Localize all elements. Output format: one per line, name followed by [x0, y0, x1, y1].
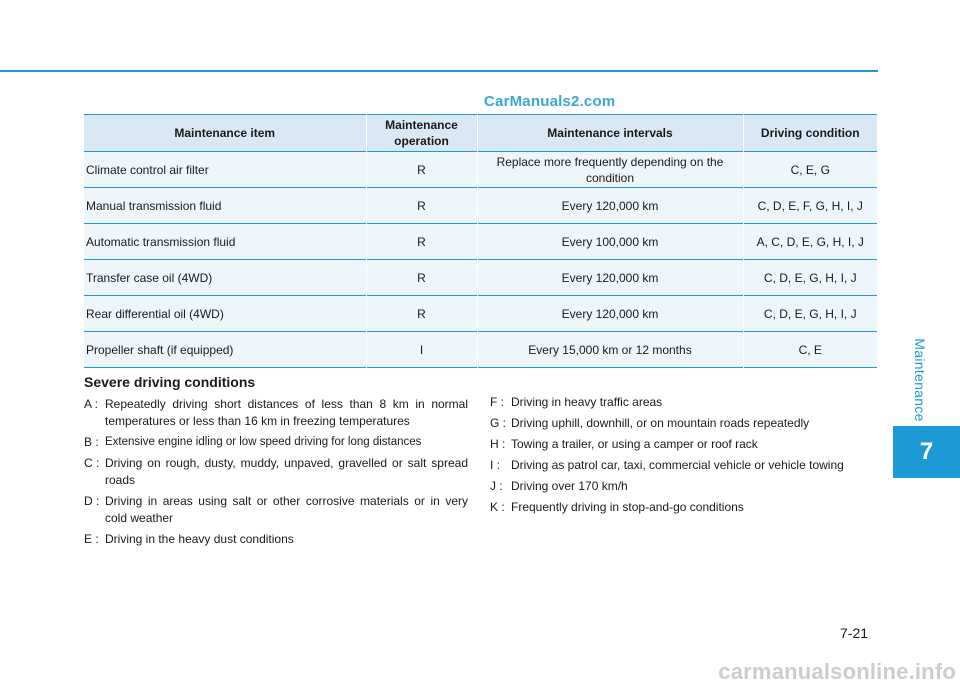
condition-item [84, 434, 468, 451]
cell-operation: R [366, 152, 477, 188]
condition-item [490, 499, 878, 516]
condition-code: C : [84, 456, 100, 470]
condition-code: K : [490, 500, 505, 514]
conditions-left-column [84, 396, 468, 552]
cell-interval: Every 100,000 km [477, 224, 743, 260]
condition-code: F : [490, 395, 504, 409]
cell-operation: R [366, 260, 477, 296]
cell-item: Automatic transmission fluid [84, 224, 366, 260]
page-number: 7-21 [840, 625, 869, 641]
table-row [84, 260, 877, 296]
condition-item [490, 415, 878, 432]
footer-watermark: carmanualsonline.info [718, 659, 956, 684]
condition-text: Driving in the heavy dust conditions [105, 532, 294, 546]
cell-condition: C, D, E, G, H, I, J [743, 260, 877, 296]
condition-text: Extensive engine idling or low speed driving for long distances [105, 436, 422, 448]
condition-item [84, 493, 468, 527]
cell-interval: Every 15,000 km or 12 months [477, 332, 743, 368]
condition-code: H : [490, 437, 506, 451]
condition-item [84, 396, 468, 430]
chapter-number: 7 [893, 426, 960, 478]
header-maintenance-intervals: Maintenance intervals [477, 115, 743, 152]
cell-interval: Every 120,000 km [477, 188, 743, 224]
side-tab [880, 330, 960, 430]
condition-item [490, 436, 878, 453]
condition-code: J : [490, 479, 503, 493]
cell-interval: Every 120,000 km [477, 296, 743, 332]
cell-item: Manual transmission fluid [84, 188, 366, 224]
cell-condition: C, E [743, 332, 877, 368]
condition-code: B : [84, 435, 99, 449]
header-maintenance-operation: Maintenance operation [366, 115, 477, 152]
condition-text: Driving as patrol car, taxi, commercial vehicle or vehicle towing [511, 458, 844, 472]
cell-item: Propeller shaft (if equipped) [84, 332, 366, 368]
condition-item [84, 531, 468, 548]
cell-operation: R [366, 224, 477, 260]
condition-code: D : [84, 494, 100, 508]
side-tab-label: Maintenance [912, 338, 928, 422]
cell-item: Transfer case oil (4WD) [84, 260, 366, 296]
table-row [84, 152, 877, 188]
condition-text: Frequently driving in stop-and-go conditions [511, 500, 744, 514]
cell-operation: R [366, 188, 477, 224]
table-row [84, 224, 877, 260]
watermark: CarManuals2.com [484, 93, 616, 110]
cell-condition: C, E, G [743, 152, 877, 188]
cell-operation: I [366, 332, 477, 368]
table-header-row [84, 115, 877, 152]
cell-item: Climate control air filter [84, 152, 366, 188]
condition-text: Driving over 170 km/h [511, 479, 628, 493]
cell-condition: C, D, E, F, G, H, I, J [743, 188, 877, 224]
table-row [84, 188, 877, 224]
cell-item: Rear differential oil (4WD) [84, 296, 366, 332]
condition-text: Repeatedly driving short distances of less than 8 km in normal temperatures or less than 16 km in freezing temperatures [105, 397, 468, 428]
condition-item [490, 394, 878, 411]
condition-code: A : [84, 397, 99, 411]
cell-condition: A, C, D, E, G, H, I, J [743, 224, 877, 260]
condition-item [490, 457, 878, 474]
condition-code: I : [490, 458, 501, 472]
section-title: Severe driving conditions [84, 374, 256, 390]
condition-text: Driving in heavy traffic areas [511, 395, 663, 409]
condition-item [84, 455, 468, 489]
condition-text: Driving uphill, downhill, or on mountain roads repeatedly [511, 416, 810, 430]
condition-text: Driving on rough, dusty, muddy, unpaved, gravelled or salt spread roads [105, 456, 468, 487]
table-row [84, 296, 877, 332]
condition-item [490, 478, 878, 495]
cell-operation: R [366, 296, 477, 332]
condition-text: Driving in areas using salt or other corrosive materials or in very cold weather [105, 494, 468, 525]
table-row [84, 332, 877, 368]
cell-interval: Replace more frequently depending on the condition [477, 152, 743, 188]
cell-interval: Every 120,000 km [477, 260, 743, 296]
header-driving-condition: Driving condition [743, 115, 877, 152]
top-rule [0, 70, 878, 72]
cell-condition: C, D, E, G, H, I, J [743, 296, 877, 332]
conditions-right-column [490, 394, 878, 520]
maintenance-table [84, 114, 877, 368]
header-maintenance-item: Maintenance item [84, 115, 366, 152]
condition-text: Towing a trailer, or using a camper or roof rack [511, 437, 758, 451]
condition-code: E : [84, 532, 99, 546]
condition-code: G : [490, 416, 507, 430]
